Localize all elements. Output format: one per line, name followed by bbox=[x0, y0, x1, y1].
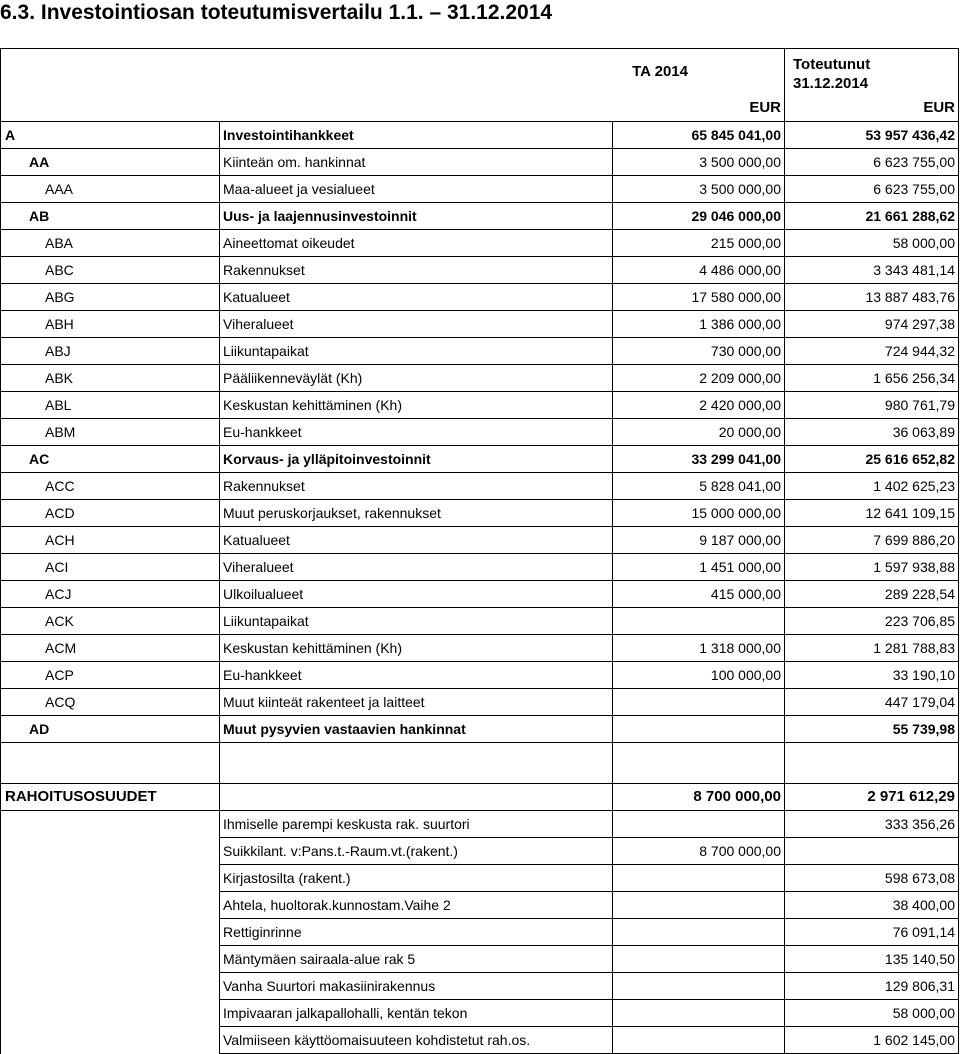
row-name: Katualueet bbox=[220, 527, 613, 554]
table-row bbox=[1, 311, 959, 338]
row-tot-value: 58 000,00 bbox=[785, 230, 959, 257]
table-row bbox=[1, 446, 959, 473]
table-row bbox=[1, 365, 959, 392]
header-toteutunut-line1: Toteutunut bbox=[793, 56, 871, 73]
rahoitus-item-name: Impivaaran jalkapallohalli, kentän tekon bbox=[220, 1000, 613, 1027]
row-name: Eu-hankkeet bbox=[220, 662, 613, 689]
rahoitus-item-name: Valmiiseen käyttöomaisuuteen kohdistetut rah.os. bbox=[220, 1027, 613, 1054]
row-ta-value: 1 318 000,00 bbox=[613, 635, 785, 662]
row-name: Liikuntapaikat bbox=[220, 608, 613, 635]
row-name: Katualueet bbox=[220, 284, 613, 311]
rahoitus-item-blank bbox=[1, 811, 220, 838]
rahoitus-item-ta bbox=[613, 1027, 785, 1054]
rahoitus-item-ta bbox=[613, 946, 785, 973]
table-row bbox=[1, 716, 959, 743]
row-ta-value: 730 000,00 bbox=[613, 338, 785, 365]
table-row bbox=[1, 419, 959, 446]
row-code: AA bbox=[1, 149, 220, 176]
row-code: ACK bbox=[1, 608, 220, 635]
header-toteutunut-line2: 31.12.2014 bbox=[793, 75, 869, 92]
row-tot-value: 1 402 625,23 bbox=[785, 473, 959, 500]
rahoitus-item-tot: 38 400,00 bbox=[785, 892, 959, 919]
row-code: ABC bbox=[1, 257, 220, 284]
row-name: Uus- ja laajennusinvestoinnit bbox=[220, 203, 613, 230]
page-title: 6.3. Investointiosan toteutumisvertailu 1.1. – 31.12.2014 bbox=[0, 1, 553, 24]
row-tot-value: 1 281 788,83 bbox=[785, 635, 959, 662]
rahoitus-label: RAHOITUSOSUUDET bbox=[1, 784, 220, 811]
rahoitus-item-blank bbox=[1, 1000, 220, 1027]
table-row bbox=[1, 122, 959, 149]
row-code: AC bbox=[1, 446, 220, 473]
row-ta-value: 5 828 041,00 bbox=[613, 473, 785, 500]
header-toteutunut bbox=[785, 49, 959, 96]
spacer-row bbox=[1, 743, 959, 784]
row-name: Rakennukset bbox=[220, 473, 613, 500]
row-tot-value: 33 190,10 bbox=[785, 662, 959, 689]
row-name: Ulkoilualueet bbox=[220, 581, 613, 608]
row-name: Korvaus- ja ylläpitoinvestoinnit bbox=[220, 446, 613, 473]
rahoitus-item-blank bbox=[1, 1027, 220, 1054]
row-ta-value: 33 299 041,00 bbox=[613, 446, 785, 473]
rahoitus-item-tot bbox=[785, 838, 959, 865]
row-code: ACC bbox=[1, 473, 220, 500]
rahoitus-item-tot: 129 806,31 bbox=[785, 973, 959, 1000]
rahoitus-item-tot: 135 140,50 bbox=[785, 946, 959, 973]
rahoitus-item-name: Vanha Suurtori makasiinirakennus bbox=[220, 973, 613, 1000]
row-ta-value: 17 580 000,00 bbox=[613, 284, 785, 311]
rahoitus-item-blank bbox=[1, 892, 220, 919]
row-name: Rakennukset bbox=[220, 257, 613, 284]
rahoitus-item-row bbox=[1, 838, 959, 865]
row-code: AD bbox=[1, 716, 220, 743]
row-tot-value: 12 641 109,15 bbox=[785, 500, 959, 527]
row-name: Muut kiinteät rakenteet ja laitteet bbox=[220, 689, 613, 716]
row-ta-value: 20 000,00 bbox=[613, 419, 785, 446]
row-name: Muut pysyvien vastaavien hankinnat bbox=[220, 716, 613, 743]
row-name: Keskustan kehittäminen (Kh) bbox=[220, 392, 613, 419]
row-tot-value: 1 656 256,34 bbox=[785, 365, 959, 392]
row-code: ABK bbox=[1, 365, 220, 392]
rahoitus-item-row bbox=[1, 1000, 959, 1027]
row-ta-value bbox=[613, 608, 785, 635]
header-ta-2014: TA 2014 bbox=[613, 49, 785, 96]
unit-tot: EUR bbox=[785, 95, 959, 122]
rahoitus-row bbox=[1, 784, 959, 811]
table-row bbox=[1, 392, 959, 419]
row-tot-value: 13 887 483,76 bbox=[785, 284, 959, 311]
table-row bbox=[1, 338, 959, 365]
rahoitus-item-ta bbox=[613, 1000, 785, 1027]
rahoitus-item-tot: 1 602 145,00 bbox=[785, 1027, 959, 1054]
row-ta-value: 2 209 000,00 bbox=[613, 365, 785, 392]
table-row bbox=[1, 257, 959, 284]
rahoitus-item-row bbox=[1, 865, 959, 892]
header-blank bbox=[220, 49, 613, 96]
rahoitus-item-name: Ahtela, huoltorak.kunnostam.Vaihe 2 bbox=[220, 892, 613, 919]
row-name: Maa-alueet ja vesialueet bbox=[220, 176, 613, 203]
table-row bbox=[1, 149, 959, 176]
row-tot-value: 7 699 886,20 bbox=[785, 527, 959, 554]
header-row bbox=[1, 49, 959, 96]
table-row bbox=[1, 230, 959, 257]
row-ta-value: 15 000 000,00 bbox=[613, 500, 785, 527]
row-name: Aineettomat oikeudet bbox=[220, 230, 613, 257]
row-code: ACP bbox=[1, 662, 220, 689]
row-ta-value: 215 000,00 bbox=[613, 230, 785, 257]
row-tot-value: 223 706,85 bbox=[785, 608, 959, 635]
rahoitus-item-name: Mäntymäen sairaala-alue rak 5 bbox=[220, 946, 613, 973]
row-ta-value: 100 000,00 bbox=[613, 662, 785, 689]
rahoitus-item-tot: 58 000,00 bbox=[785, 1000, 959, 1027]
header-blank bbox=[1, 49, 220, 96]
row-ta-value: 29 046 000,00 bbox=[613, 203, 785, 230]
unit-ta: EUR bbox=[613, 95, 785, 122]
row-code: ACD bbox=[1, 500, 220, 527]
row-code: ACJ bbox=[1, 581, 220, 608]
row-name: Muut peruskorjaukset, rakennukset bbox=[220, 500, 613, 527]
rahoitus-tot-value: 2 971 612,29 bbox=[785, 784, 959, 811]
row-code: ABJ bbox=[1, 338, 220, 365]
rahoitus-item-row bbox=[1, 946, 959, 973]
rahoitus-ta-value: 8 700 000,00 bbox=[613, 784, 785, 811]
spacer-cell bbox=[220, 743, 613, 784]
rahoitus-item-row bbox=[1, 811, 959, 838]
row-ta-value: 9 187 000,00 bbox=[613, 527, 785, 554]
row-tot-value: 6 623 755,00 bbox=[785, 176, 959, 203]
rahoitus-item-blank bbox=[1, 946, 220, 973]
spacer-cell bbox=[613, 743, 785, 784]
rahoitus-item-blank bbox=[1, 865, 220, 892]
row-code: ACI bbox=[1, 554, 220, 581]
row-code: ACH bbox=[1, 527, 220, 554]
row-code: ACM bbox=[1, 635, 220, 662]
row-tot-value: 36 063,89 bbox=[785, 419, 959, 446]
row-ta-value bbox=[613, 716, 785, 743]
row-tot-value: 289 228,54 bbox=[785, 581, 959, 608]
unit-blank bbox=[1, 95, 220, 122]
row-name: Pääliikenneväylät (Kh) bbox=[220, 365, 613, 392]
rahoitus-item-tot: 76 091,14 bbox=[785, 919, 959, 946]
row-name: Investointihankkeet bbox=[220, 122, 613, 149]
row-tot-value: 447 179,04 bbox=[785, 689, 959, 716]
rahoitus-item-ta bbox=[613, 892, 785, 919]
row-ta-value: 415 000,00 bbox=[613, 581, 785, 608]
rahoitus-item-name: Kirjastosilta (rakent.) bbox=[220, 865, 613, 892]
row-code: A bbox=[1, 122, 220, 149]
row-code: ACQ bbox=[1, 689, 220, 716]
unit-blank bbox=[220, 95, 613, 122]
rahoitus-blank bbox=[220, 784, 613, 811]
table-row bbox=[1, 473, 959, 500]
rahoitus-item-ta bbox=[613, 811, 785, 838]
row-ta-value: 1 451 000,00 bbox=[613, 554, 785, 581]
row-ta-value: 3 500 000,00 bbox=[613, 149, 785, 176]
row-tot-value: 55 739,98 bbox=[785, 716, 959, 743]
rahoitus-item-ta bbox=[613, 973, 785, 1000]
row-tot-value: 724 944,32 bbox=[785, 338, 959, 365]
rahoitus-item-ta: 8 700 000,00 bbox=[613, 838, 785, 865]
rahoitus-item-row bbox=[1, 919, 959, 946]
spacer-cell bbox=[785, 743, 959, 784]
table-row bbox=[1, 635, 959, 662]
row-code: ABH bbox=[1, 311, 220, 338]
row-name: Eu-hankkeet bbox=[220, 419, 613, 446]
rahoitus-item-ta bbox=[613, 919, 785, 946]
row-ta-value: 1 386 000,00 bbox=[613, 311, 785, 338]
row-tot-value: 6 623 755,00 bbox=[785, 149, 959, 176]
rahoitus-item-ta bbox=[613, 865, 785, 892]
rahoitus-item-tot: 333 356,26 bbox=[785, 811, 959, 838]
rahoitus-item-row bbox=[1, 973, 959, 1000]
table-row bbox=[1, 500, 959, 527]
row-tot-value: 1 597 938,88 bbox=[785, 554, 959, 581]
row-name: Viheralueet bbox=[220, 311, 613, 338]
row-ta-value bbox=[613, 689, 785, 716]
row-name: Keskustan kehittäminen (Kh) bbox=[220, 635, 613, 662]
spacer-cell bbox=[1, 743, 220, 784]
rahoitus-item-name: Ihmiselle parempi keskusta rak. suurtori bbox=[220, 811, 613, 838]
rahoitus-item-name: Rettiginrinne bbox=[220, 919, 613, 946]
row-code: ABM bbox=[1, 419, 220, 446]
row-tot-value: 21 661 288,62 bbox=[785, 203, 959, 230]
rahoitus-item-tot: 598 673,08 bbox=[785, 865, 959, 892]
table-row bbox=[1, 689, 959, 716]
rahoitus-item-row bbox=[1, 892, 959, 919]
row-ta-value: 2 420 000,00 bbox=[613, 392, 785, 419]
rahoitus-item-blank bbox=[1, 838, 220, 865]
table-row bbox=[1, 176, 959, 203]
rahoitus-item-blank bbox=[1, 973, 220, 1000]
row-name: Liikuntapaikat bbox=[220, 338, 613, 365]
row-code: ABL bbox=[1, 392, 220, 419]
row-ta-value: 65 845 041,00 bbox=[613, 122, 785, 149]
table-row bbox=[1, 284, 959, 311]
row-name: Viheralueet bbox=[220, 554, 613, 581]
row-tot-value: 980 761,79 bbox=[785, 392, 959, 419]
row-code: ABA bbox=[1, 230, 220, 257]
row-code: AAA bbox=[1, 176, 220, 203]
rahoitus-item-row bbox=[1, 1027, 959, 1054]
row-tot-value: 25 616 652,82 bbox=[785, 446, 959, 473]
table-row bbox=[1, 662, 959, 689]
row-code: ABG bbox=[1, 284, 220, 311]
investment-comparison-table bbox=[0, 48, 959, 1054]
row-tot-value: 53 957 436,42 bbox=[785, 122, 959, 149]
table-row bbox=[1, 608, 959, 635]
row-ta-value: 4 486 000,00 bbox=[613, 257, 785, 284]
table-row bbox=[1, 581, 959, 608]
row-ta-value: 3 500 000,00 bbox=[613, 176, 785, 203]
table-row bbox=[1, 527, 959, 554]
unit-row bbox=[1, 95, 959, 122]
rahoitus-item-blank bbox=[1, 919, 220, 946]
table-row bbox=[1, 203, 959, 230]
row-tot-value: 3 343 481,14 bbox=[785, 257, 959, 284]
row-code: AB bbox=[1, 203, 220, 230]
rahoitus-item-name: Suikkilant. v:Pans.t.-Raum.vt.(rakent.) bbox=[220, 838, 613, 865]
table-row bbox=[1, 554, 959, 581]
row-name: Kiinteän om. hankinnat bbox=[220, 149, 613, 176]
row-tot-value: 974 297,38 bbox=[785, 311, 959, 338]
